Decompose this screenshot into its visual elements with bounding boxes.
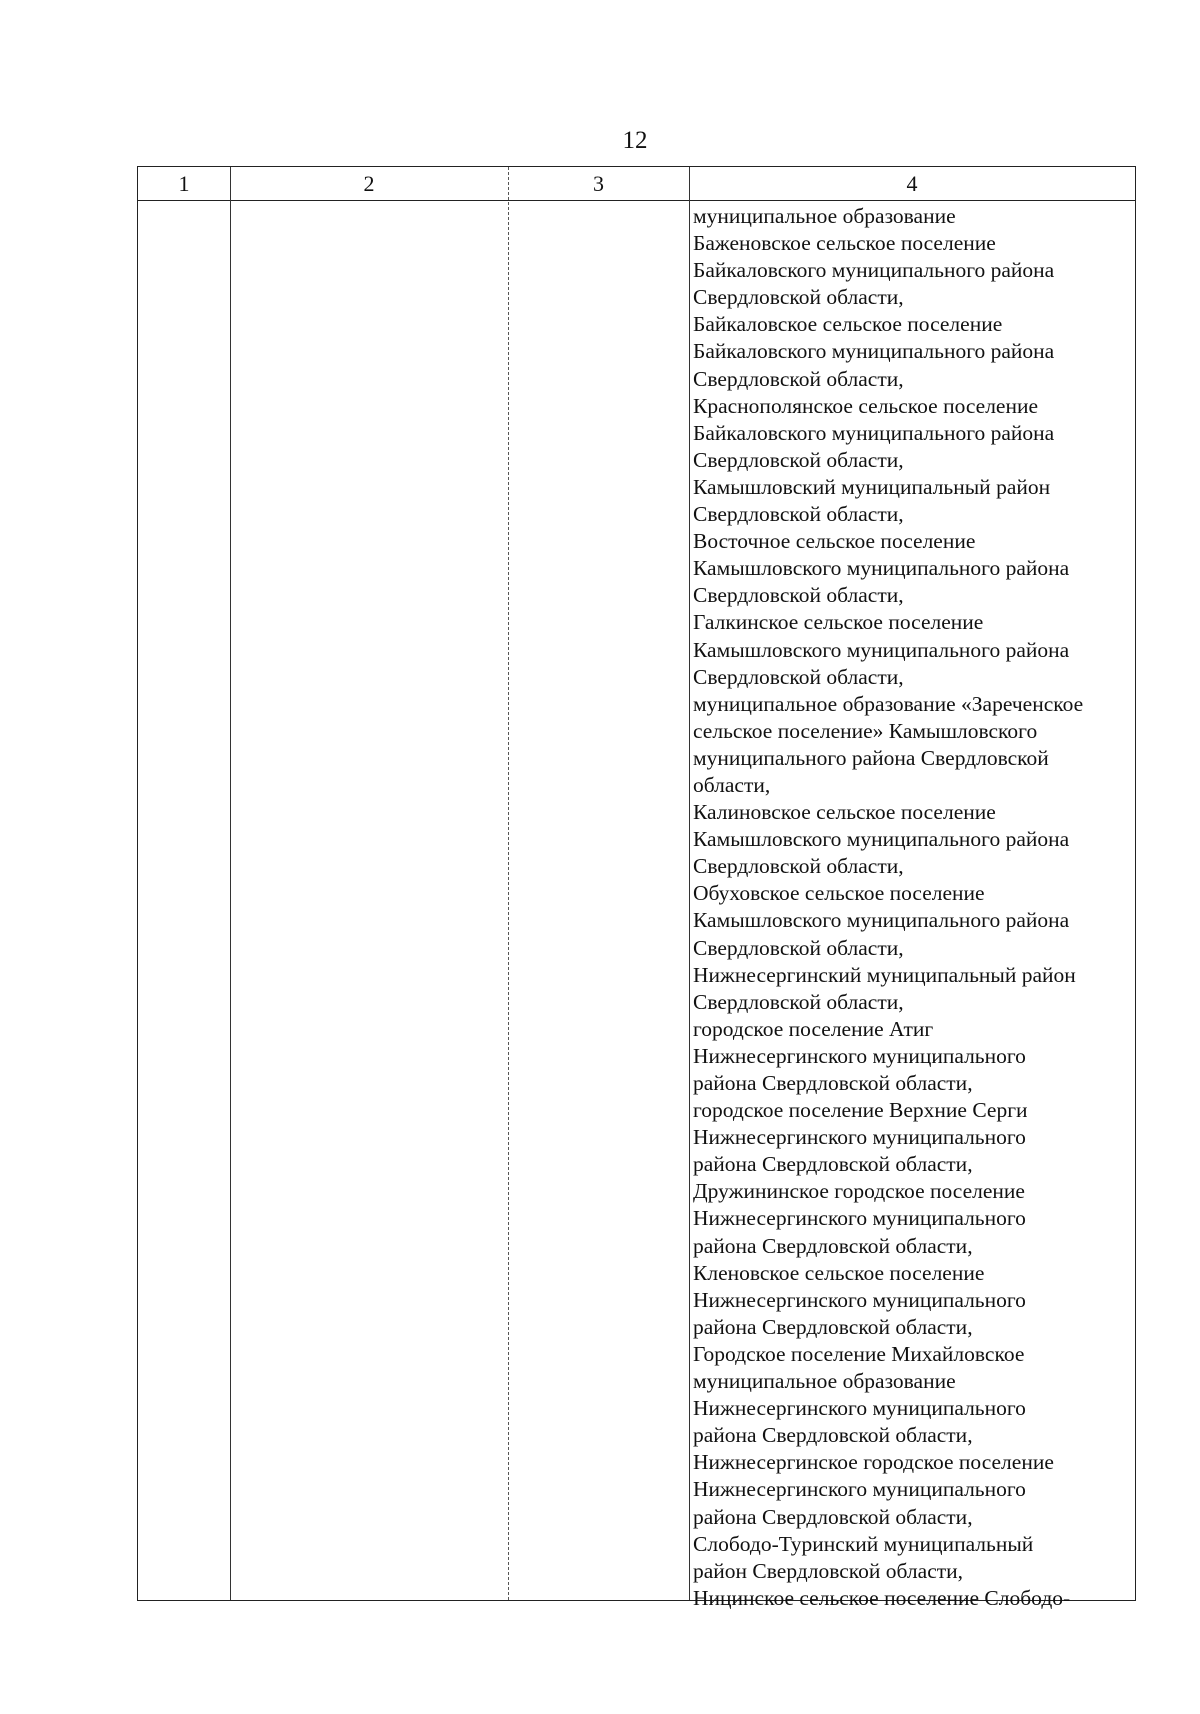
text-line: Нижнесергинского муниципального — [693, 1287, 1026, 1312]
text-line: Ницинское сельское поселение Слободо- — [693, 1585, 1071, 1610]
text-line: муниципального района Свердловской — [693, 745, 1049, 770]
text-line: муниципальное образование «Зареченское — [693, 691, 1084, 716]
text-line: Нижнесергинский муниципальный район — [693, 962, 1076, 987]
text-line: Кленовское сельское поселение — [693, 1260, 985, 1285]
text-line: Байкаловское сельское поселение — [693, 312, 1003, 337]
content-table — [137, 166, 1136, 1610]
column-divider-2 — [508, 167, 509, 1600]
text-line: сельское поселение» Камышловского — [693, 718, 1038, 743]
column-header-2: 2 — [363, 171, 375, 196]
text-line: Калиновское сельское поселение — [693, 800, 996, 825]
text-line: Восточное сельское поселение — [693, 529, 976, 554]
text-line: Свердловской области, — [693, 664, 904, 689]
text-line: Свердловской области, — [693, 447, 904, 472]
text-line: Камышловского муниципального района — [693, 827, 1070, 852]
text-line: Свердловской области, — [693, 502, 904, 527]
text-line: Нижнесергинского муниципального — [693, 1206, 1026, 1231]
text-line: Камышловского муниципального района — [693, 556, 1070, 581]
column-divider-3 — [689, 167, 690, 1600]
text-line: Городское поселение Михайловское — [693, 1341, 1025, 1366]
text-line: Свердловской области, — [693, 366, 904, 391]
text-line: Свердловской области, — [693, 935, 904, 960]
text-line: Обуховское сельское поселение — [693, 881, 985, 906]
text-line: городское поселение Верхние Серги — [693, 1098, 1028, 1123]
text-line: Свердловской области, — [693, 989, 904, 1014]
text-line: Краснополянское сельское поселение — [693, 393, 1039, 418]
text-line: района Свердловской области, — [693, 1504, 973, 1529]
text-line: Слободо-Туринский муниципальный — [693, 1531, 1034, 1556]
text-line: Нижнесергинского муниципального — [693, 1477, 1026, 1502]
text-line: области, — [693, 772, 771, 797]
text-line: района Свердловской области, — [693, 1152, 973, 1177]
table-header-row — [138, 167, 1135, 201]
column-divider-1 — [230, 167, 231, 1600]
text-line: Нижнесергинское городское поселение — [693, 1450, 1054, 1475]
text-line: Байкаловского муниципального района — [693, 339, 1055, 364]
column-header-1: 1 — [178, 171, 190, 196]
text-line: муниципальное образование — [693, 1369, 956, 1394]
text-line: муниципальное образование — [693, 204, 956, 228]
text-line: Галкинское сельское поселение — [693, 610, 984, 635]
text-line: района Свердловской области, — [693, 1314, 973, 1339]
text-line: Байкаловского муниципального района — [693, 258, 1055, 283]
text-line: Нижнесергинского муниципального — [693, 1125, 1026, 1150]
text-line: Дружининское городское поселение — [693, 1179, 1025, 1204]
column-header-4: 4 — [906, 171, 918, 196]
text-line: Камышловский муниципальный район — [693, 474, 1051, 499]
text-line: Нижнесергинского муниципального — [693, 1043, 1026, 1068]
text-line: Камышловского муниципального района — [693, 908, 1070, 933]
column-header-3: 3 — [593, 171, 604, 196]
text-line: район Свердловской области, — [693, 1558, 964, 1583]
text-line: Камышловского муниципального района — [693, 637, 1070, 662]
text-line: Байкаловского муниципального района — [693, 420, 1055, 445]
text-line: Свердловской области, — [693, 854, 904, 879]
page-number: 12 — [622, 127, 648, 154]
text-line: Свердловской области, — [693, 285, 904, 310]
column-4-content — [693, 203, 1131, 1612]
text-line: Баженовское сельское поселение — [693, 231, 996, 256]
text-line: района Свердловской области, — [693, 1233, 973, 1258]
text-line: Свердловской области, — [693, 583, 904, 608]
text-line: района Свердловской области, — [693, 1071, 973, 1095]
text-line: района Свердловской области, — [693, 1423, 973, 1448]
text-line: Нижнесергинского муниципального — [693, 1396, 1026, 1421]
text-line: городское поселение Атиг — [693, 1016, 934, 1041]
